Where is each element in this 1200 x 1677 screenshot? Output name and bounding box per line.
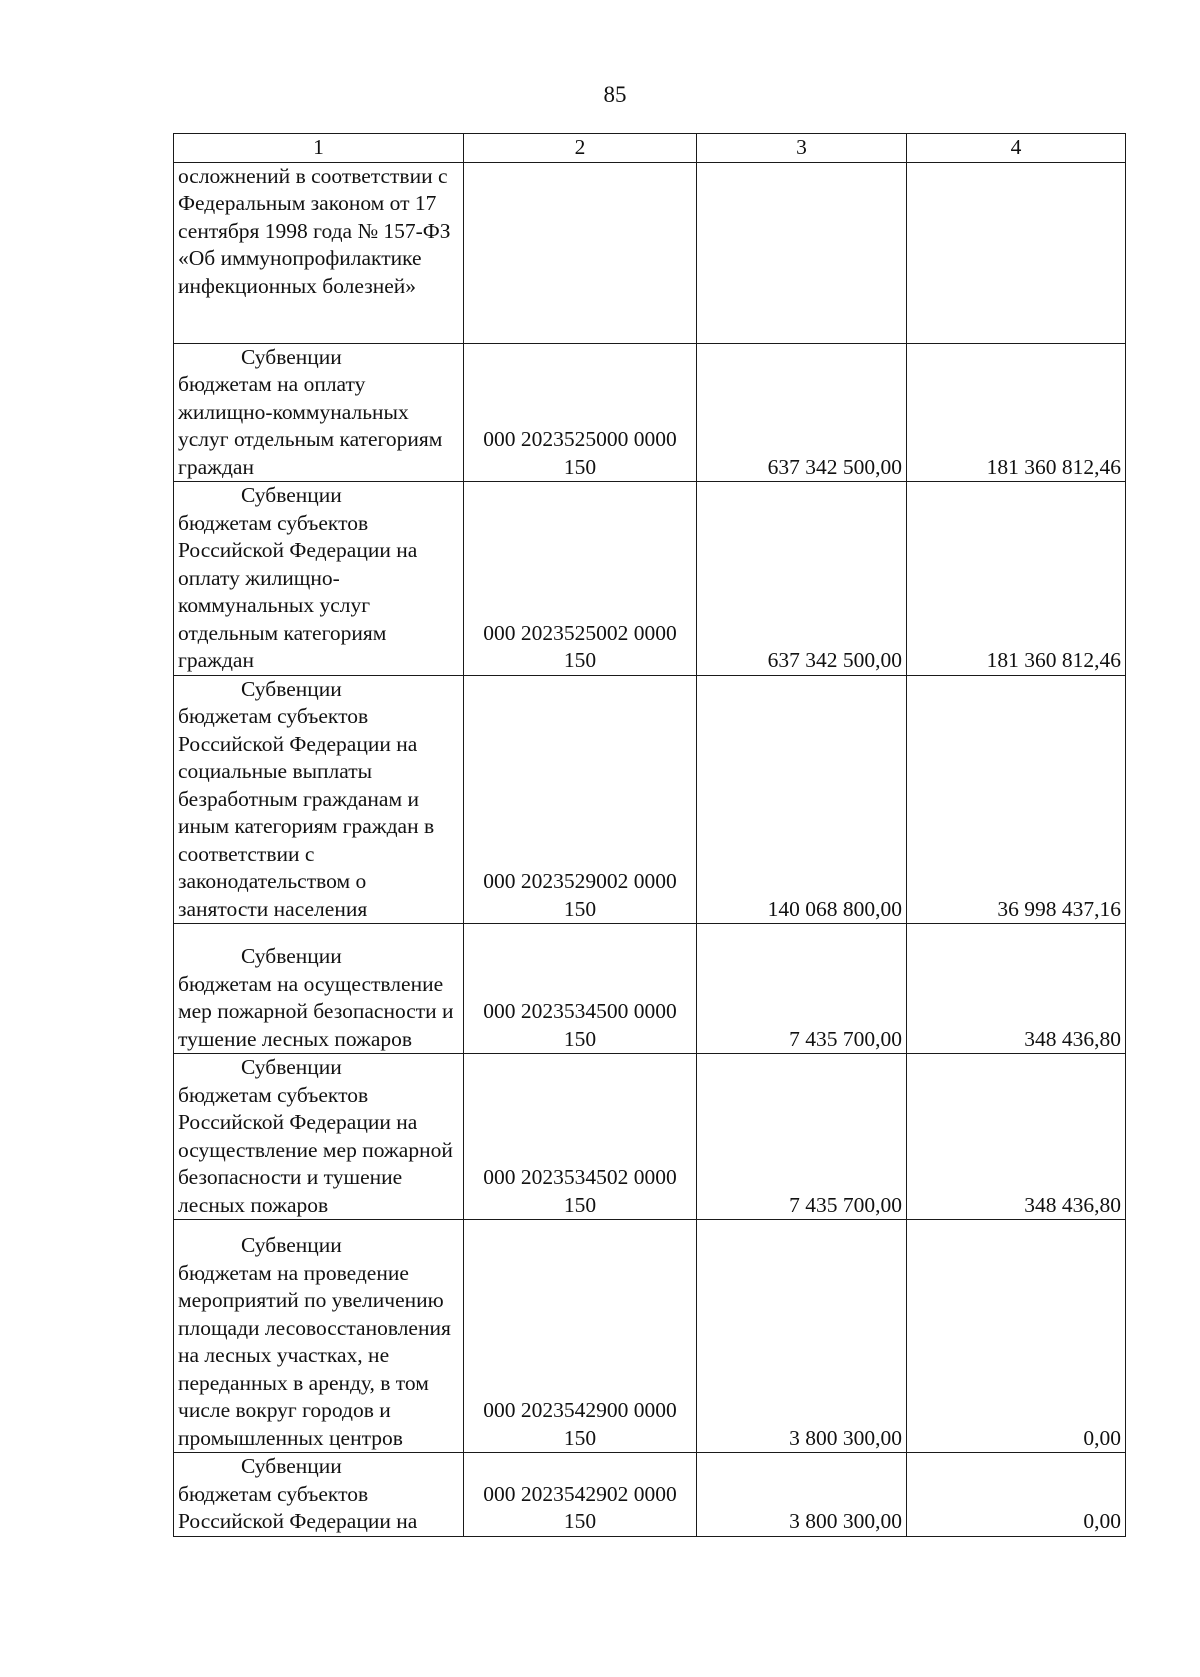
row-name-first: Субвенции — [241, 1454, 342, 1478]
row-plan-cell: 140 068 800,00 — [697, 675, 907, 924]
row-name-text: бюджетам на осуществление мер пожарной безопасности и тушение лесных пожаров — [178, 971, 454, 1051]
row-plan-cell: 637 342 500,00 — [697, 343, 907, 482]
header-col-2: 2 — [464, 134, 697, 163]
row-code-cell — [464, 162, 697, 343]
row-fact-cell: 181 360 812,46 — [907, 343, 1126, 482]
row-code-cell: 000 2023542900 0000 150 — [464, 1220, 697, 1453]
row-name-cell — [174, 675, 464, 924]
row-name-cell — [174, 343, 464, 482]
table-row — [174, 1054, 1126, 1220]
row-code-cell: 000 2023529002 0000 150 — [464, 675, 697, 924]
row-plan-cell: 7 435 700,00 — [697, 924, 907, 1054]
row-name-cell — [174, 482, 464, 676]
table-row — [174, 482, 1126, 676]
row-plan-cell: 637 342 500,00 — [697, 482, 907, 676]
row-code-cell: 000 2023542902 0000 150 — [464, 1453, 697, 1537]
row-plan-cell: 3 800 300,00 — [697, 1453, 907, 1537]
row-code-cell: 000 2023534502 0000 150 — [464, 1054, 697, 1220]
row-name-first: Субвенции — [241, 1233, 342, 1257]
table-row — [174, 675, 1126, 924]
row-name-text: бюджетам субъектов Российской Федерации на — [178, 1481, 418, 1533]
row-code-cell: 000 2023534500 0000 150 — [464, 924, 697, 1054]
row-name-cell — [174, 1453, 464, 1537]
header-col-4: 4 — [907, 134, 1126, 163]
row-fact-cell: 181 360 812,46 — [907, 482, 1126, 676]
row-name-text: осложнений в соответствии с Федеральным законом от 17 сентября 1998 года № 157-ФЗ «Об иммунопрофилактике инфекционных болезней» — [178, 163, 451, 298]
row-name-text: бюджетам субъектов Российской Федерации на социальные выплаты безработным гражданам и иным категориям граждан в соответствии с законодательством о занятости населения — [178, 704, 435, 921]
row-fact-cell: 0,00 — [907, 1220, 1126, 1453]
header-col-1: 1 — [174, 134, 464, 163]
row-fact-cell: 0,00 — [907, 1453, 1126, 1537]
row-name-cell — [174, 1054, 464, 1220]
row-code-cell: 000 2023525000 0000 150 — [464, 343, 697, 482]
row-name-first: Субвенции — [241, 944, 342, 968]
table-row — [174, 924, 1126, 1054]
row-fact-cell: 36 998 437,16 — [907, 675, 1126, 924]
row-name-first: Субвенции — [241, 1055, 342, 1079]
row-plan-cell: 3 800 300,00 — [697, 1220, 907, 1453]
table-row — [174, 162, 1126, 343]
budget-table — [173, 133, 1126, 1537]
row-name-cell — [174, 162, 464, 343]
row-name-first: Субвенции — [241, 483, 342, 507]
row-name-text: бюджетам на оплату жилищно-коммунальных услуг отдельным категориям граждан — [178, 372, 443, 479]
page-number: 85 — [603, 82, 627, 107]
row-fact-cell — [907, 162, 1126, 343]
row-name-text: бюджетам субъектов Российской Федерации на осуществление мер пожарной безопасности и тушение лесных пожаров — [178, 1082, 453, 1217]
row-name-cell — [174, 1220, 464, 1453]
table-header-row — [174, 134, 1126, 163]
row-name-cell — [174, 924, 464, 1054]
header-col-3: 3 — [697, 134, 907, 163]
table-row — [174, 1453, 1126, 1537]
row-name-text: бюджетам на проведение мероприятий по увеличению площади лесовосстановления на лесных участках, не переданных в аренду, в том числе вокруг городов и промышленных центров — [178, 1260, 451, 1450]
row-fact-cell: 348 436,80 — [907, 1054, 1126, 1220]
row-name-first: Субвенции — [241, 344, 342, 369]
row-plan-cell — [697, 162, 907, 343]
row-fact-cell: 348 436,80 — [907, 924, 1126, 1054]
table-row — [174, 343, 1126, 482]
row-code-cell: 000 2023525002 0000 150 — [464, 482, 697, 676]
row-name-first: Субвенции — [241, 676, 342, 701]
row-name-text: бюджетам субъектов Российской Федерации на оплату жилищно-коммунальных услуг отдельным категориям граждан — [178, 510, 418, 672]
row-plan-cell: 7 435 700,00 — [697, 1054, 907, 1220]
table-row — [174, 1220, 1126, 1453]
